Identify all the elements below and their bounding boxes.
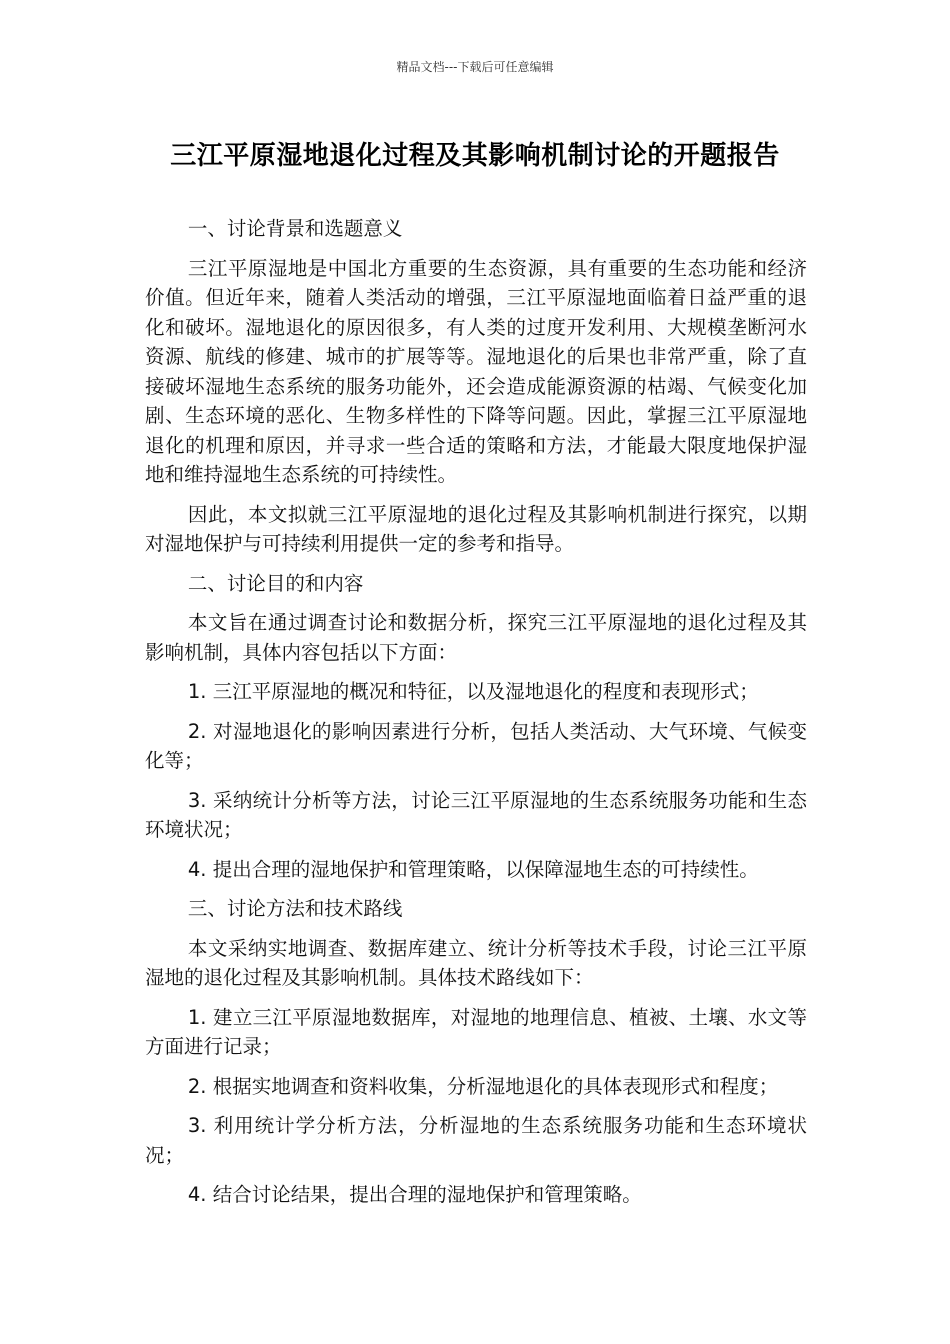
section-heading-methods: 三、讨论方法和技术路线 xyxy=(187,897,403,920)
paragraph-methods-intro: 本文采纳实地调查、数据库建立、统计分析等技术手段，讨论三江平原湿地的退化过程及其影响机制。具体技术路线如下： xyxy=(145,936,807,989)
section-heading-background: 一、讨论背景和选题意义 xyxy=(187,217,403,240)
list-item-method-4: 4. 结合讨论结果，提出合理的湿地保护和管理策略。 xyxy=(187,1183,642,1206)
list-item-objective-3: 3. 采纳统计分析等方法，讨论三江平原湿地的生态系统服务功能和生态环境状况； xyxy=(145,788,807,841)
list-item-method-1: 1. 建立三江平原湿地数据库，对湿地的地理信息、植被、土壤、水文等方面进行记录； xyxy=(145,1005,807,1058)
header-note: 精品文档---下载后可任意编辑 xyxy=(396,60,554,74)
paragraph-background-1: 三江平原湿地是中国北方重要的生态资源，具有重要的生态功能和经济价值。但近年来，随着人类活动的增强，三江平原湿地面临着日益严重的退化和破坏。湿地退化的原因很多，有人类的过度开发利用、大规模垄断河水资源、航线的修建、城市的扩展等等。湿地退化的后果也非常严重，除了直接破坏湿地生态系统的服务功能外，还会造成能源资源的枯竭、气候变化加剧、生态环境的恶化、生物多样性的下降等问题。因此，掌握三江平原湿地退化的机理和原因，并寻求一些合适的策略和方法，才能最大限度地保护湿地和维持湿地生态系统的可持续性。 xyxy=(145,256,807,486)
list-item-method-3: 3. 利用统计学分析方法，分析湿地的生态系统服务功能和生态环境状况； xyxy=(145,1114,807,1167)
list-item-method-2: 2. 根据实地调查和资料收集，分析湿地退化的具体表现形式和程度； xyxy=(187,1074,779,1098)
section-heading-objectives: 二、讨论目的和内容 xyxy=(187,571,364,595)
list-item-objective-2: 2. 对湿地退化的影响因素进行分析，包括人类活动、大气环境、气候变化等； xyxy=(145,719,807,772)
list-item-objective-1: 1. 三江平原湿地的概况和特征，以及湿地退化的程度和表现形式； xyxy=(187,680,759,703)
list-item-objective-4: 4. 提出合理的湿地保护和管理策略，以保障湿地生态的可持续性。 xyxy=(187,857,759,881)
paragraph-background-2: 因此，本文拟就三江平原湿地的退化过程及其影响机制进行探究，以期对湿地保护与可持续利用提供一定的参考和指导。 xyxy=(145,502,807,555)
paragraph-objectives-intro: 本文旨在通过调查讨论和数据分析，探究三江平原湿地的退化过程及其影响机制，具体内容包括以下方面： xyxy=(145,611,807,664)
document-title: 三江平原湿地退化过程及其影响机制讨论的开题报告 xyxy=(170,141,780,171)
document-body xyxy=(145,214,807,1220)
